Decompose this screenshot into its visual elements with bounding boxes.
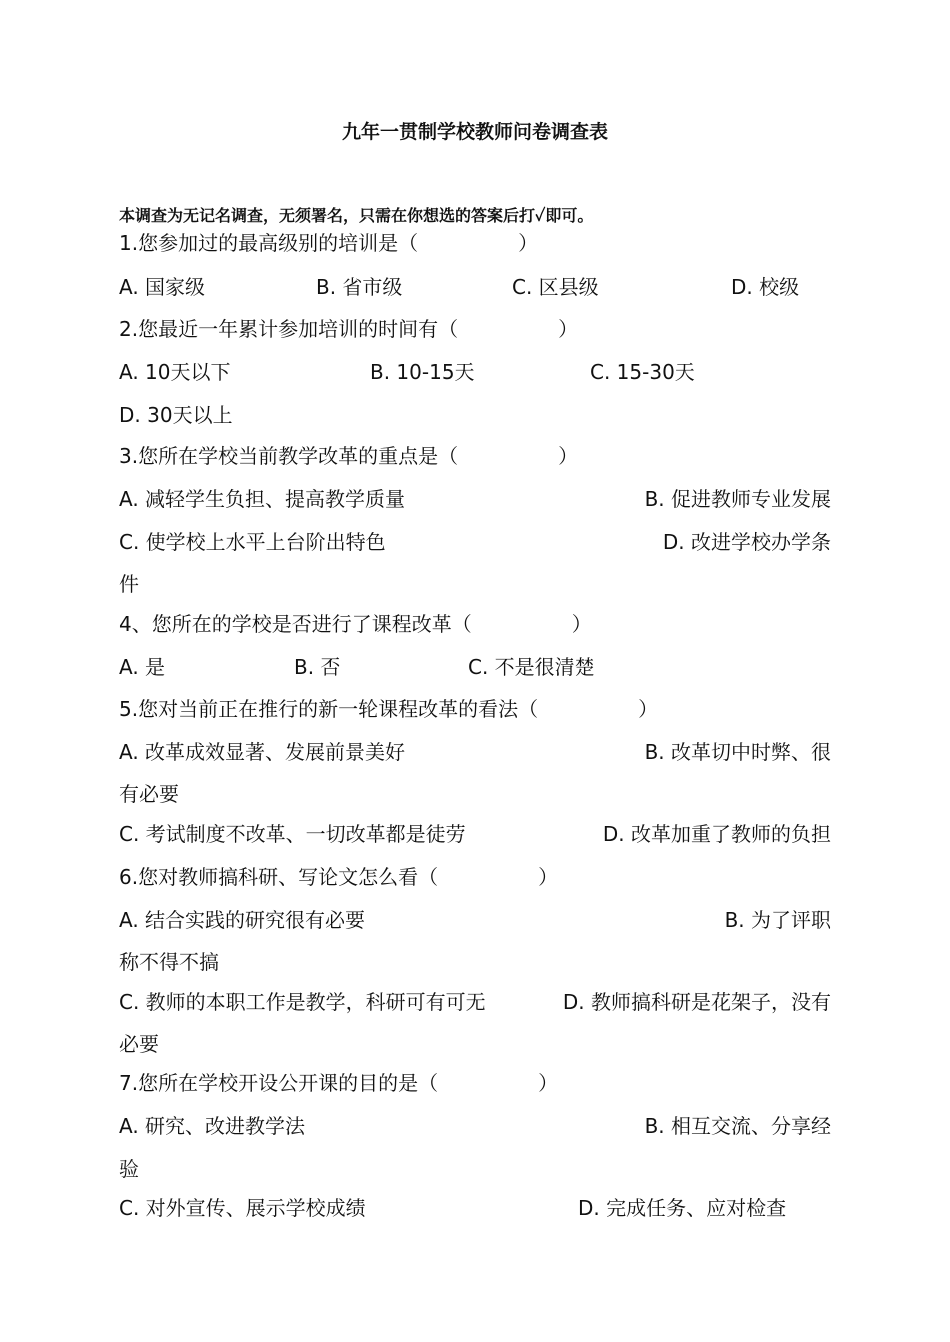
q7-option-b-continued: 验	[119, 1157, 139, 1181]
question-2: 2.您最近一年累计参加培训的时间有（ ）	[119, 317, 579, 341]
q7-option-a[interactable]: A. 研究、改进教学法	[119, 1114, 306, 1138]
q6-option-b-continued: 称不得不搞	[119, 950, 219, 974]
page-title: 九年一贯制学校教师问卷调查表	[341, 121, 608, 143]
question-7: 7.您所在学校开设公开课的目的是（ ）	[119, 1071, 559, 1095]
q6-option-d[interactable]: D. 教师搞科研是花架子，没有	[562, 990, 831, 1014]
q6-option-b[interactable]: B. 为了评职	[724, 908, 831, 932]
q6-option-c[interactable]: C. 教师的本职工作是教学，科研可有可无	[119, 990, 486, 1014]
question-5: 5.您对当前正在推行的新一轮课程改革的看法（ ）	[119, 697, 659, 721]
question-6: 6.您对教师搞科研、写论文怎么看（ ）	[119, 865, 559, 889]
q6-option-d-continued: 必要	[119, 1032, 159, 1056]
survey-notice: 本调查为无记名调查，无须署名，只需在你想选的答案后打✓即可。	[119, 206, 594, 225]
q2-option-a[interactable]: A. 10天以下	[119, 360, 231, 384]
q3-option-c[interactable]: C. 使学校上水平上台阶出特色	[119, 530, 386, 554]
q3-option-d[interactable]: D. 改进学校办学条	[662, 530, 831, 554]
q7-option-c[interactable]: C. 对外宣传、展示学校成绩	[119, 1196, 366, 1220]
q1-option-b[interactable]: B. 省市级	[316, 275, 403, 299]
q1-option-d[interactable]: D. 校级	[731, 275, 800, 299]
q3-option-a[interactable]: A. 减轻学生负担、提高教学质量	[119, 487, 406, 511]
question-1: 1.您参加过的最高级别的培训是（ ）	[119, 231, 539, 255]
q2-option-c[interactable]: C. 15-30天	[590, 360, 695, 384]
question-4: 4、您所在的学校是否进行了课程改革（ ）	[119, 612, 592, 636]
q6-option-a[interactable]: A. 结合实践的研究很有必要	[119, 908, 366, 932]
q5-option-b-continued: 有必要	[119, 782, 179, 806]
q4-option-b[interactable]: B. 否	[294, 655, 341, 679]
q5-option-c[interactable]: C. 考试制度不改革、一切改革都是徒劳	[119, 822, 466, 846]
q2-option-d[interactable]: D. 30天以上	[119, 403, 233, 427]
q7-option-d[interactable]: D. 完成任务、应对检查	[578, 1196, 787, 1220]
q5-option-a[interactable]: A. 改革成效显著、发展前景美好	[119, 740, 406, 764]
q2-option-b[interactable]: B. 10-15天	[370, 360, 475, 384]
q7-option-b[interactable]: B. 相互交流、分享经	[644, 1114, 831, 1138]
q4-option-c[interactable]: C. 不是很清楚	[468, 655, 595, 679]
q5-option-d[interactable]: D. 改革加重了教师的负担	[602, 822, 831, 846]
q1-option-a[interactable]: A. 国家级	[119, 275, 206, 299]
question-3: 3.您所在学校当前教学改革的重点是（ ）	[119, 444, 579, 468]
q3-option-b[interactable]: B. 促进教师专业发展	[644, 487, 831, 511]
q3-option-d-continued: 件	[119, 572, 139, 596]
q1-option-c[interactable]: C. 区县级	[512, 275, 599, 299]
q5-option-b[interactable]: B. 改革切中时弊、很	[644, 740, 831, 764]
q4-option-a[interactable]: A. 是	[119, 655, 166, 679]
